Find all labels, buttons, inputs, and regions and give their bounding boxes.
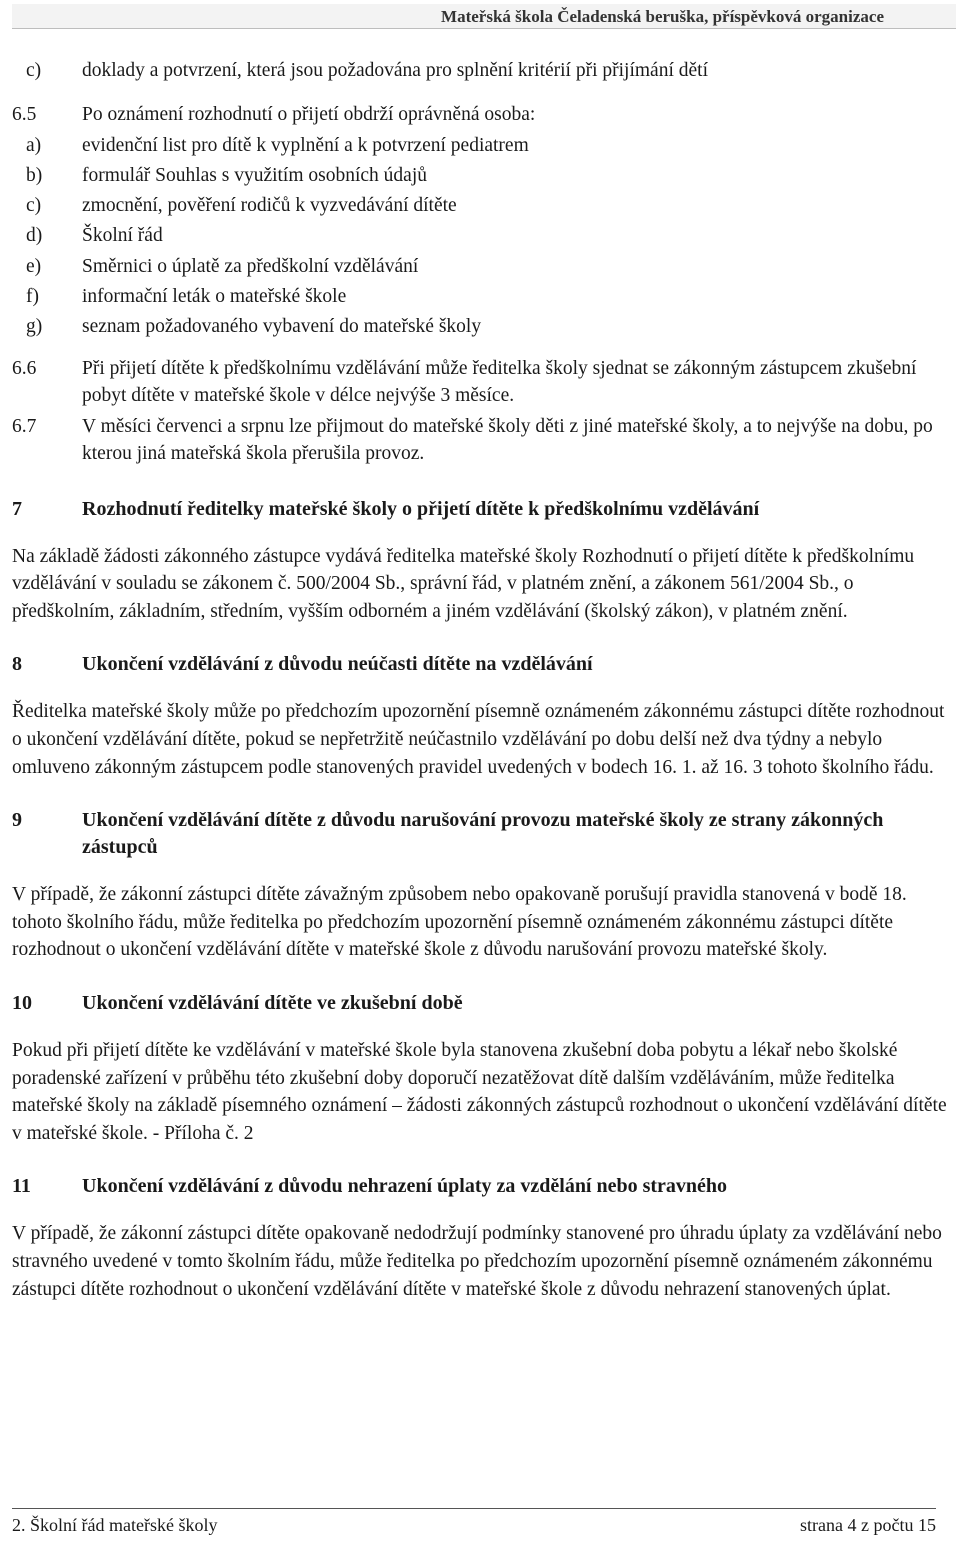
section-title: Ukončení vzdělávání dítěte z důvodu narušování provozu mateřské školy ze strany zákonných zástupců: [82, 809, 884, 859]
list-marker: g): [26, 316, 43, 338]
list-marker: d): [26, 225, 43, 247]
list-text: seznam požadovaného vybavení do mateřské školy: [82, 316, 482, 338]
section-number: 11: [12, 1175, 31, 1198]
subsection-text: V měsíci červenci a srpnu lze přijmout do mateřské školy děti z jiné mateřské školy, a to nejvýše na dobu, po kterou jiná mateřská škola přerušila provoz.: [82, 415, 933, 465]
page-header: [12, 4, 956, 29]
list-marker: c): [26, 60, 42, 81]
subsection-number: 6.7: [12, 415, 37, 437]
section-number: 9: [12, 809, 22, 832]
footer-document-title: 2. Školní řád mateřské školy: [12, 1515, 218, 1535]
list-item: [12, 161, 948, 191]
list-item: [12, 252, 948, 282]
list-text: formulář Souhlas s využitím osobních údajů: [82, 164, 428, 186]
list-marker: c): [26, 195, 42, 217]
subsection-intro: Po oznámení rozhodnutí o přijetí obdrží oprávněná osoba:: [82, 104, 536, 126]
section-title: Ukončení vzdělávání dítěte ve zkušební době: [82, 992, 463, 1015]
section-number: 7: [12, 497, 22, 520]
list-text: doklady a potvrzení, která jsou požadována pro splnění kritérií při přijímání dětí: [82, 60, 708, 81]
list-text: Směrnici o úplatě za předškolní vzdělávání: [82, 255, 419, 277]
subsection-6-7: [12, 413, 948, 468]
list-item: [12, 191, 948, 221]
page-footer: [12, 1508, 936, 1535]
subsection-6-6: [12, 355, 948, 410]
list-item: [12, 56, 948, 86]
subsection-number: 6.6: [12, 357, 37, 379]
list-marker: e): [26, 255, 42, 277]
section-number: 8: [12, 653, 22, 676]
header-title: Mateřská škola Čeladenská beruška, příspěvková organizace: [441, 7, 884, 26]
list-item: [12, 131, 948, 161]
list-marker: b): [26, 164, 43, 186]
section-body: V případě, že zákonní zástupci dítěte závažným způsobem nebo opakovaně porušují pravidla stanovená v bodě 18. tohoto školního řádu, může ředitelka po předchozím upozornění písemně oznámeném zákonnému zástupci dítěte rozhodnout o ukončení vzdělávání dítěte v mateřské škole z důvodu narušování provozu mateřské školy.: [12, 884, 907, 961]
list-item: [12, 282, 948, 312]
list-marker: a): [26, 134, 42, 156]
list-text: evidenční list pro dítě k vyplnění a k potvrzení pediatrem: [82, 134, 529, 156]
document-body: [12, 56, 948, 1303]
section-heading: [12, 990, 948, 1017]
section-title: Ukončení vzdělávání z důvodu neúčasti dítěte na vzdělávání: [82, 653, 593, 676]
subsection-text: Při přijetí dítěte k předškolnímu vzdělávání může ředitelka školy sjednat se zákonným zástupcem zkušební pobyt dítěte v mateřské škole v délce nejvýše 3 měsíce.: [82, 357, 917, 407]
section-title: Rozhodnutí ředitelky mateřské školy o přijetí dítěte k předškolnímu vzdělávání: [82, 497, 760, 520]
section-body: V případě, že zákonní zástupci dítěte opakovaně nedodržují podmínky stanovené pro úhradu úplaty za vzdělávání nebo stravného uvedené v tomto školním řádu, může ředitelka po předchozím upozornění písemně oznámeném zákonnému zástupci dítěte rozhodnout o ukončení vzdělávání dítěte v mateřské škole z důvodu nehrazení stanovených úplat.: [12, 1223, 942, 1300]
list-text: Školní řád: [82, 225, 163, 247]
subsection-6-5: [12, 100, 948, 130]
section-heading: [12, 807, 948, 861]
list-marker: f): [26, 286, 39, 308]
list-text: informační leták o mateřské škole: [82, 286, 347, 308]
section-body: Pokud při přijetí dítěte ke vzdělávání v mateřské škole byla stanovena zkušební doba pobytu a lékař nebo školské poradenské zařízení v průběhu této zkušební doby doporučí nezatěžovat dítě dalším vzděláváním, může ředitelka mateřské školy na základě písemného oznámení – žádosti zákonných zástupců rozhodnout o ukončení vzdělávání dítěte v mateřské škole. - Příloha č. 2: [12, 1040, 947, 1144]
section-number: 10: [12, 992, 32, 1015]
section-heading: [12, 651, 948, 678]
subsection-number: 6.5: [12, 104, 37, 126]
section-heading: [12, 496, 948, 523]
section-body: Ředitelka mateřské školy může po předchozím upozornění písemně oznámeném zákonnému zástupci dítěte rozhodnout o ukončení vzdělávání dítěte, pokud se nepřetržitě neúčastnilo vzdělávání po dobu delší než dva týdny a nebylo omluveno zákonným zástupcem podle stanovených pravidel uvedených v bodech 16. 1. až 16. 3 tohoto školního řádu.: [12, 701, 945, 778]
section-title: Ukončení vzdělávání z důvodu nehrazení úplaty za vzdělání nebo stravného: [82, 1175, 728, 1198]
list-text: zmocnění, pověření rodičů k vyzvedávání dítěte: [82, 195, 457, 217]
list-item: [12, 221, 948, 251]
section-heading: [12, 1173, 948, 1200]
footer-page-number: strana 4 z počtu 15: [800, 1515, 936, 1535]
section-body: Na základě žádosti zákonného zástupce vydává ředitelka mateřské školy Rozhodnutí o přijetí dítěte k předškolnímu vzdělávání v souladu se zákonem č. 500/2004 Sb., správní řád, v platném znění, a zákonem 561/2004 Sb., o předškolním, základním, středním, vyšším odborném a jiném vzdělávání (školský zákon), v platném znění.: [12, 545, 915, 622]
list-item: [12, 312, 948, 342]
